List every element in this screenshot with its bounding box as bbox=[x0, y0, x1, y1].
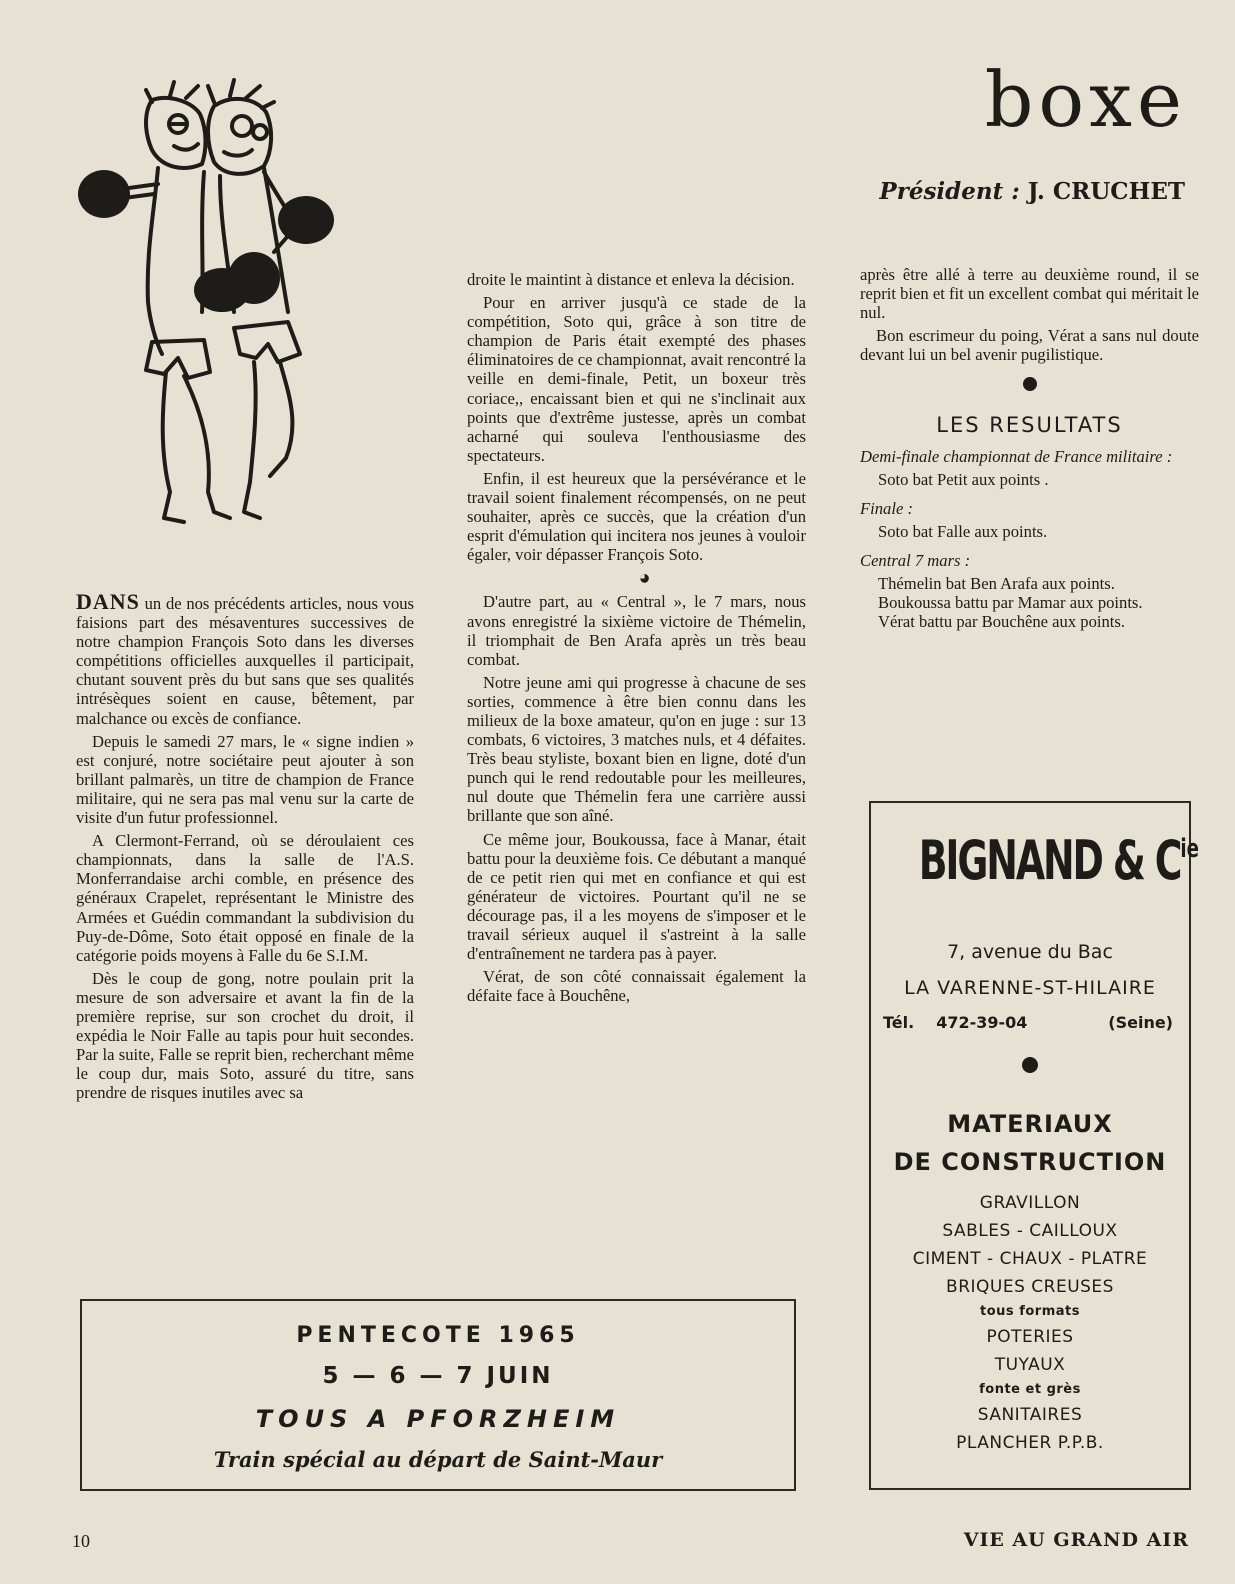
ad-product-list bbox=[871, 1189, 1189, 1457]
results-line: Soto bat Petit aux points . bbox=[878, 469, 1049, 489]
article-paragraph bbox=[76, 591, 414, 728]
results-label-semifinal: Demi-finale championnat de France militaire : bbox=[860, 446, 1173, 466]
ad-product-item: SANITAIRES bbox=[977, 1405, 1083, 1425]
results-label-central: Central 7 mars : bbox=[860, 551, 971, 571]
ad-telephone bbox=[883, 1013, 1173, 1032]
article-paragraph: Dès le coup de gong, notre poulain prit la mesure de son adversaire et avant la fin de la première reprise, sur son crochet du droit, il expédia le Noir Falle au tapis pour huit secondes. Par la suite, Falle se reprit bien, recherchant même le coup dur, mais Soto, assuré du titre, sans prendre de risques inutiles avec sa bbox=[76, 968, 414, 1103]
ad-brand bbox=[918, 829, 1200, 892]
article-column-2 bbox=[467, 270, 806, 1009]
article-paragraph: après être allé à terre au deuxième round, il se reprit bien et fit un excellent combat qui méritait le nul. bbox=[860, 265, 1199, 323]
ad-product-note: fonte et grès bbox=[979, 1382, 1081, 1397]
results-line: Vérat battu par Bouchêne aux points. bbox=[878, 612, 1125, 632]
ad-product-item: SABLES - CAILLOUX bbox=[942, 1221, 1118, 1241]
article-paragraph: Enfin, il est heureux que la persévérance et le travail soient finalement récompensés, on ne peut souhaiter, après ce succès, que la création d'un esprit d'émulation qui incitera nos jeunes à vouloir égaler, voir dépasser François Soto. bbox=[467, 468, 806, 565]
pentecote-announcement bbox=[80, 1299, 796, 1491]
results-line: Boukoussa battu par Mamar aux points. bbox=[878, 593, 1143, 613]
results-title: LES RESULTATS bbox=[936, 412, 1123, 437]
drop-cap: DANS bbox=[76, 589, 140, 614]
announcement-train: Train spécial au départ de Saint-Maur bbox=[213, 1447, 663, 1472]
president-label: Président : bbox=[879, 178, 1020, 205]
journal-name: VIE AU GRAND AIR bbox=[963, 1529, 1189, 1551]
article-paragraph: D'autre part, au « Central », le 7 mars, nous avons enregistré la sixième victoire de Thémelin, il triomphait de Ben Arafa après un très beau combat. bbox=[467, 592, 806, 669]
section-title: boxe bbox=[984, 55, 1187, 144]
ad-tel-number: 472-39-04 bbox=[936, 1013, 1028, 1032]
ad-address-town: LA VARENNE-ST-HILAIRE bbox=[904, 977, 1156, 999]
ad-address-street: 7, avenue du Bac bbox=[947, 941, 1113, 963]
ad-product-note: tous formats bbox=[980, 1304, 1080, 1319]
results-label-final: Finale : bbox=[860, 498, 913, 518]
announcement-dates: 5 — 6 — 7 JUIN bbox=[322, 1363, 554, 1389]
ad-bullet-icon bbox=[1022, 1057, 1038, 1073]
ad-product-item: TUYAUX bbox=[994, 1355, 1066, 1375]
president-name: J. CRUCHET bbox=[1027, 178, 1185, 205]
page-number: 10 bbox=[72, 1531, 90, 1551]
ad-product-item: CIMENT - CHAUX - PLATRE bbox=[912, 1249, 1148, 1269]
ad-brand-suffix: ie bbox=[1180, 834, 1200, 864]
bullet-separator-icon bbox=[860, 376, 1199, 395]
article-paragraph: Vérat, de son côté connaissait également la défaite face à Bouchêne, bbox=[467, 967, 806, 1006]
ad-heading bbox=[871, 1105, 1189, 1181]
ad-brand-name: BIGNAND & C bbox=[918, 829, 1181, 892]
paragraph-text: un de nos précédents articles, nous vous faisions part des mésaventures successives de notre champion François Soto dans les diverses compétitions officielles auxquelles il participait, chutant souvent près du but sans que ses qualités intrésèques soient en cause, bêtement, par malchance ou excès de confiance. bbox=[76, 594, 414, 728]
article-paragraph: Ce même jour, Boukoussa, face à Manar, était battu pour la deuxième fois. Ce débutant a manqué de ce petit rien qui met en confiance et qui est générateur de victoires. Pourtant qu'il ne se décourage pas, il a les moyens de s'imposer et le travail sérieux auquel il s'astreint à la salle d'entraînement ne tardera pas à payer. bbox=[467, 829, 806, 964]
article-column-1 bbox=[76, 591, 414, 1106]
ad-department: (Seine) bbox=[1108, 1013, 1173, 1032]
article-paragraph: Depuis le samedi 27 mars, le « signe indien » est conjuré, notre sociétaire peut ajouter à son brillant palmarès, un titre de champion de France militaire, qui ne sera pas mal venu sur la carte de visite d'un futur professionnel. bbox=[76, 731, 414, 828]
announcement-destination: TOUS A PFORZHEIM bbox=[255, 1405, 621, 1433]
article-paragraph: Pour en arriver jusqu'à ce stade de la compétition, Soto qui, grâce à son titre de champion de Paris était exempté des phases éliminatoires de ce championnat, avait rencontré la veille en demi-finale, Petit, un boxeur très coriace,, encaissant bien et qui ne s'inclinait aux points que d'extrême justesse, après un combat acharné qui souleva l'enthousiasme des spectateurs. bbox=[467, 293, 806, 465]
article-paragraph: Bon escrimeur du poing, Vérat a sans nul doute devant lui un bel avenir pugilistique. bbox=[860, 326, 1199, 365]
article-paragraph: Notre jeune ami qui progresse à chacune de ses sorties, commence à être bien connu dans les milieux de la boxe amateur, qu'on en juge : sur 13 combats, 6 victoires, 3 matches nuls, et 4 défaites. Très beau styliste, boxant bien en ligne, doté d'un punch qui le rend redoutable pour les meilleures, nul doute que Thémelin fera une carrière aussi brillante que son aîné. bbox=[467, 672, 806, 826]
ad-heading-line: DE CONSTRUCTION bbox=[893, 1148, 1167, 1176]
ad-heading-line: MATERIAUX bbox=[947, 1110, 1113, 1138]
ad-product-item: POTERIES bbox=[986, 1327, 1074, 1347]
ad-product-item: PLANCHER P.P.B. bbox=[956, 1433, 1104, 1453]
announcement-title: PENTECOTE 1965 bbox=[296, 1323, 580, 1348]
president-line bbox=[879, 178, 1185, 205]
boxers-illustration bbox=[74, 72, 344, 542]
article-paragraph: A Clermont-Ferrand, où se déroulaient ces championnats, dans la salle de l'A.S. Monferrandaise archi comble, en présence des généraux Crapelet, représentant le Ministre des Armées et Guédin commandant la subdivision du Puy-de-Dôme, Soto était opposé en finale de la catégorie poids moyens à Falle du 6e S.I.M. bbox=[76, 831, 414, 965]
ad-tel-label: Tél. bbox=[883, 1013, 915, 1032]
bignand-advertisement bbox=[869, 801, 1200, 1490]
results-line: Thémelin bat Ben Arafa aux points. bbox=[878, 574, 1115, 594]
article-paragraph: droite le maintint à distance et enleva la décision. bbox=[467, 270, 795, 289]
results-line: Soto bat Falle aux points. bbox=[878, 521, 1048, 541]
ad-product-item: BRIQUES CREUSES bbox=[946, 1277, 1114, 1297]
ad-product-item: GRAVILLON bbox=[979, 1193, 1081, 1213]
article-column-3 bbox=[860, 265, 1199, 631]
section-separator-icon: ◕ bbox=[638, 567, 651, 590]
